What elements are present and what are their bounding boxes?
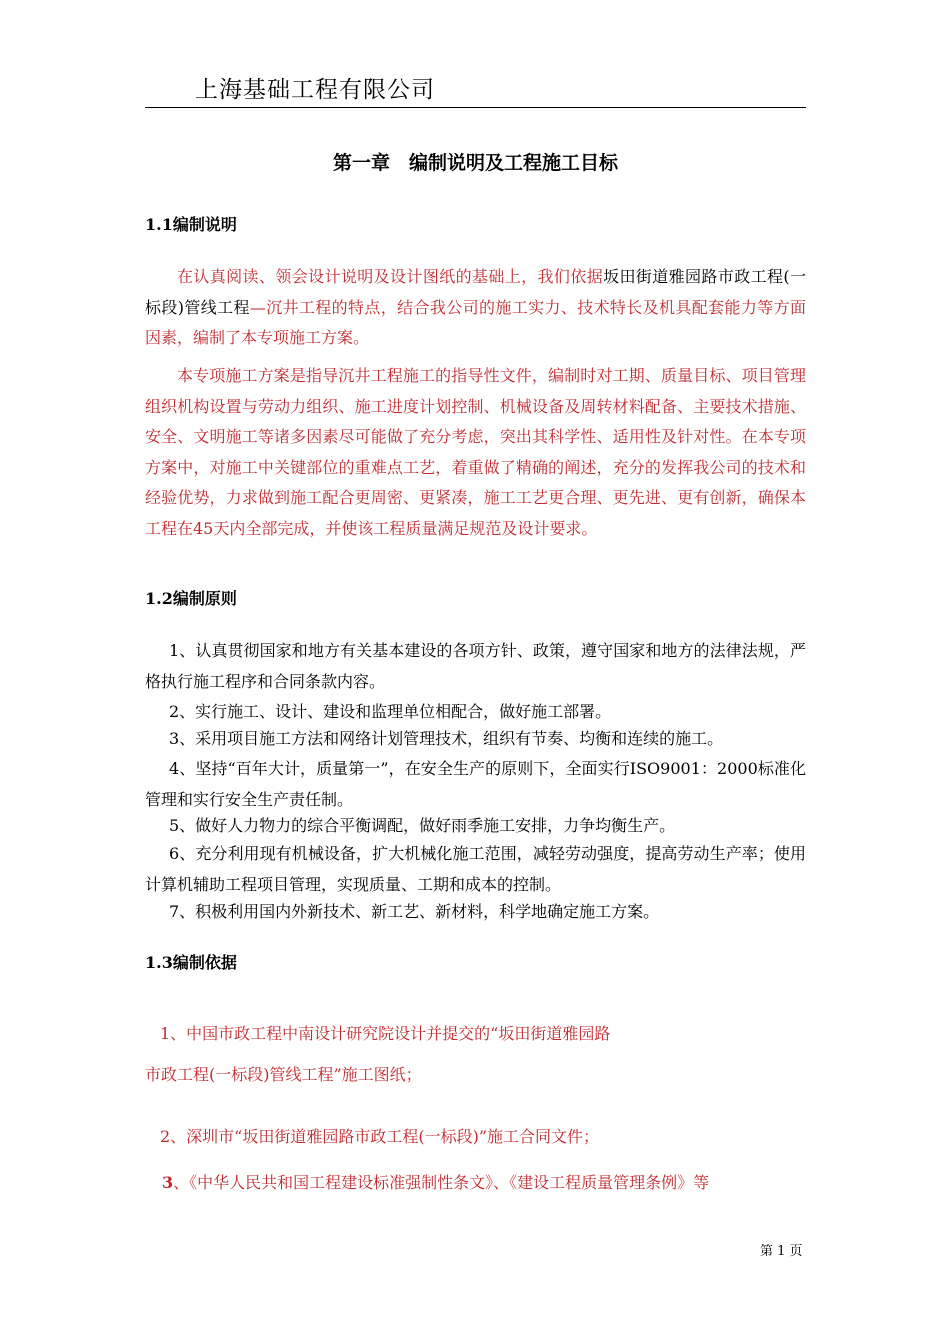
footer-page-number: 第 1 页 (760, 1244, 803, 1259)
paragraph-1-red-text-b: —沉井工程的特点，结合我公司的施工实力、技术特长及机具配套能力等方面因素，编制了本专项施工方案。 (145, 297, 806, 347)
principle-item-3: 3、采用项目施工方法和网络计划管理技术，组织有节奏、均衡和连续的施工。 (169, 729, 724, 748)
basis-item-3-text: 、《中华人民共和国工程建设标准强制性条文》、《建设工程质量管理条例》等 (173, 1173, 710, 1192)
basis-item-2: 2、深圳市“坂田街道雅园路市政工程(一标段)”施工合同文件； (160, 1127, 600, 1146)
basis-item-1-line-2: 市政工程(一标段)管线工程”施工图纸； (145, 1065, 422, 1084)
paragraph-1-project-name: 坂田街道雅园路市政工程(一标段)管线工程 (145, 267, 806, 317)
principle-item-5: 5、做好人力物力的综合平衡调配，做好雨季施工安排，力争均衡生产。 (169, 816, 676, 835)
section-heading-1-1: 1.1编制说明 (145, 215, 237, 234)
header-company-name: 上海基础工程有限公司 (195, 77, 435, 103)
chapter-title: 第一章 编制说明及工程施工目标 (332, 152, 618, 174)
section-1-1-paragraph-1 (145, 262, 806, 354)
principle-item-2: 2、实行施工、设计、建设和监理单位相配合，做好施工部署。 (169, 702, 612, 721)
basis-item-3-number: 3 (162, 1173, 174, 1192)
principle-item-1: 1、认真贯彻国家和地方有关基本建设的各项方针、政策，遵守国家和地方的法律法规，严格执行施工程序和合同条款内容。 (145, 641, 806, 691)
basis-item-3 (162, 1170, 709, 1196)
section-heading-1-3: 1.3编制依据 (145, 953, 237, 972)
basis-item-1-line-1: 1、中国市政工程中南设计研究院设计并提交的“坂田街道雅园路 (160, 1024, 611, 1043)
principle-item-6: 6、充分利用现有机械设备，扩大机械化施工范围，减轻劳动强度，提高劳动生产率；使用计算机辅助工程项目管理，实现质量、工期和成本的控制。 (145, 844, 806, 894)
principle-item-7: 7、积极利用国内外新技术、新工艺、新材料，科学地确定施工方案。 (169, 902, 660, 921)
section-1-1-paragraph-2: 本专项施工方案是指导沉井工程施工的指导性文件，编制时对工期、质量目标、项目管理组织机构设置与劳动力组织、施工进度计划控制、机械设备及周转材料配备、主要技术措施、安全、文明施工等诸多因素尽可能做了充分考虑，突出其科学性、适用性及针对性。在本专项方案中，对施工中关键部位的重难点工艺，着重做了精确的阐述，充分的发挥我公司的技术和经验优势，力求做到施工配合更周密、更紧凑，施工工艺更合理、更先进、更有创新，确保本工程在45天内全部完成，并使该工程质量满足规范及设计要求。 (145, 366, 806, 538)
paragraph-1-red-text-a: 在认真阅读、领会设计说明及设计图纸的基础上，我们依据 (177, 267, 604, 286)
section-heading-1-2: 1.2编制原则 (145, 589, 237, 608)
principle-item-4: 4、坚持“百年大计，质量第一”，在安全生产的原则下，全面实行ISO9001：2000标准化管理和实行安全生产责任制。 (145, 759, 806, 809)
header-rule (145, 107, 806, 108)
